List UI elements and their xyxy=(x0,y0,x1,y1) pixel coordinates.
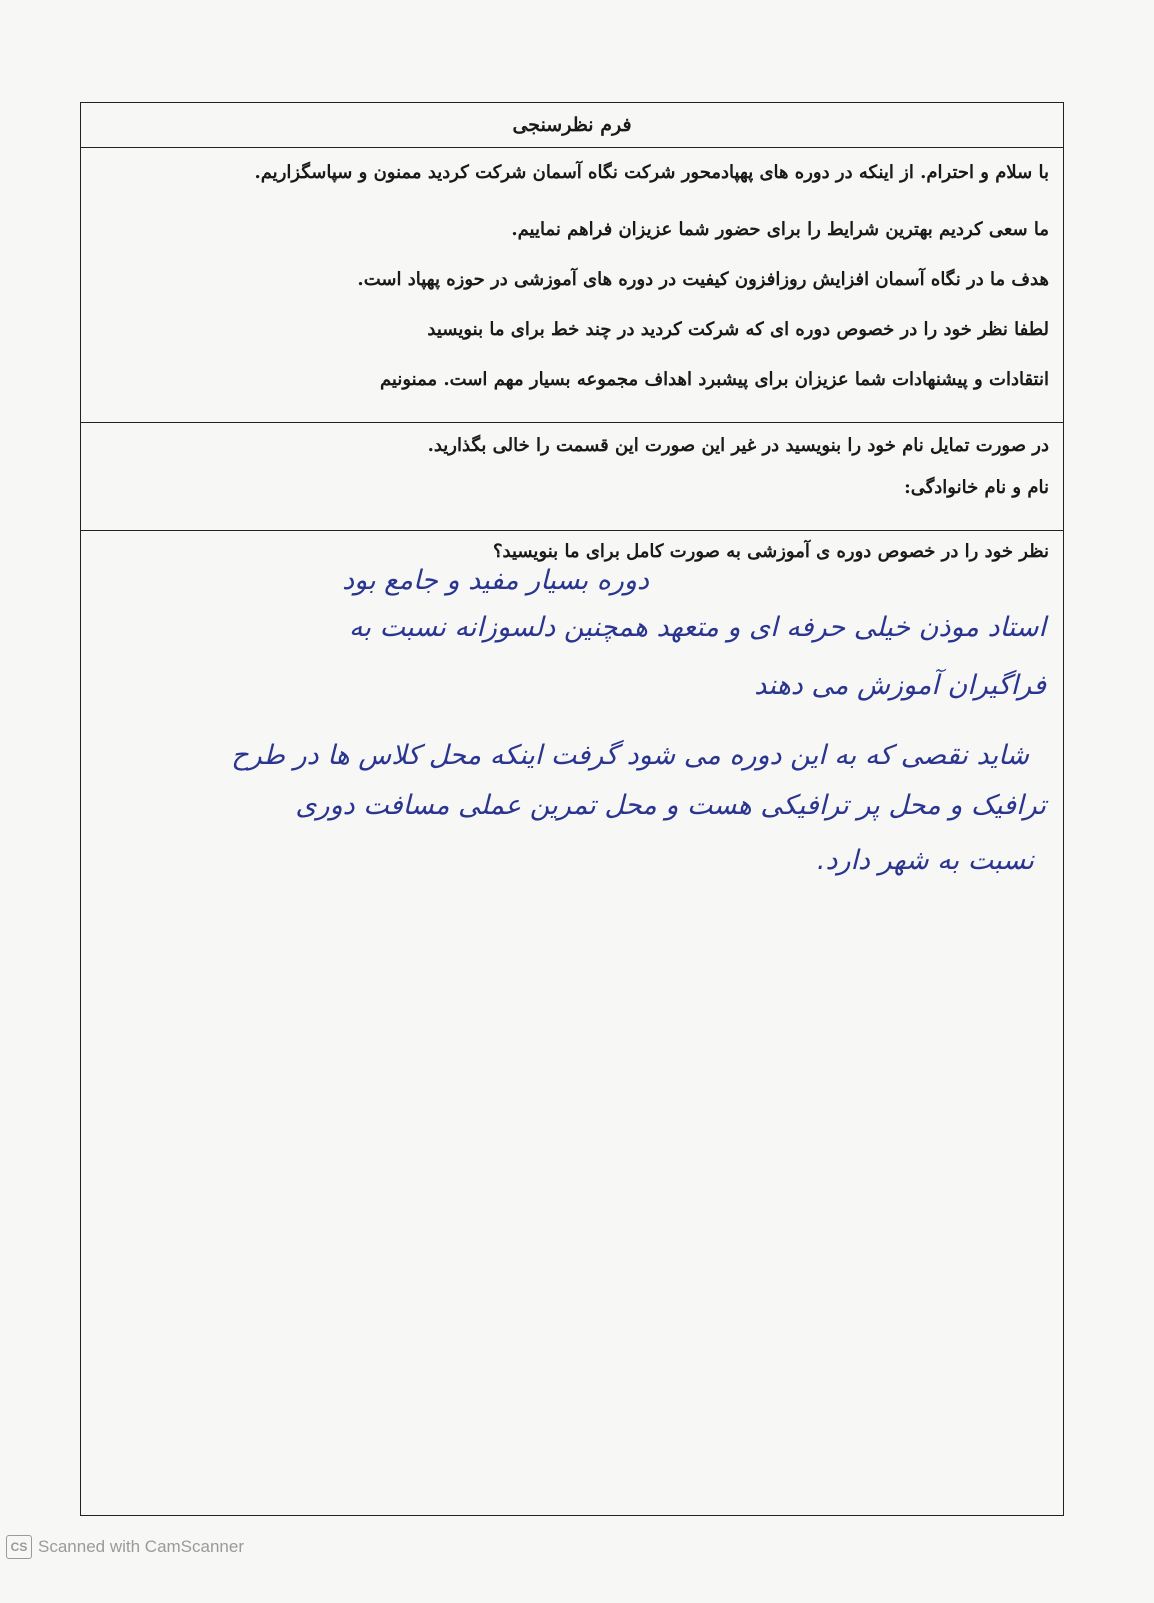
camscanner-watermark xyxy=(6,1535,244,1559)
handwritten-line-6: نسبت به شهر دارد. xyxy=(816,845,1034,876)
camscanner-logo-icon: CS xyxy=(6,1535,32,1559)
intro-line-5: انتقادات و پیشنهادات شما عزیزان برای پیشبرد اهداف مجموعه بسیار مهم است. ممنونیم xyxy=(379,369,1049,390)
intro-section xyxy=(81,148,1063,423)
name-section xyxy=(81,423,1063,531)
form-title-row xyxy=(81,103,1063,148)
handwritten-line-3: فراگیران آموزش می دهند xyxy=(754,670,1046,701)
handwritten-line-4: شاید نقصی که به این دوره می شود گرفت اینکه محل کلاس ها در طرح xyxy=(231,740,1029,771)
handwritten-line-1: دوره بسیار مفید و جامع بود xyxy=(342,565,649,596)
handwritten-line-5: ترافیک و محل پر ترافیکی هست و محل تمرین عملی مسافت دوری xyxy=(295,790,1046,821)
form-title: فرم نظرسنجی xyxy=(512,114,632,136)
comment-question: نظر خود را در خصوص دوره ی آموزشی به صورت کامل برای ما بنویسید؟ xyxy=(492,541,1049,562)
intro-line-3: هدف ما در نگاه آسمان افزایش روزافزون کیفیت در دوره های آموزشی در حوزه پهپاد است. xyxy=(357,269,1049,290)
comment-section xyxy=(81,531,1063,567)
camscanner-text: Scanned with CamScanner xyxy=(38,1537,245,1556)
intro-line-1: با سلام و احترام. از اینکه در دوره های پهپادمحور شرکت نگاه آسمان شرکت کردید ممنون و سپاسگزاریم. xyxy=(254,162,1049,183)
name-instruction: در صورت تمایل نام خود را بنویسید در غیر این صورت این قسمت را خالی بگذارید. xyxy=(427,435,1049,456)
intro-line-4: لطفا نظر خود را در خصوص دوره ای که شرکت کردید در چند خط برای ما بنویسید xyxy=(427,319,1049,340)
name-field-label[interactable]: نام و نام خانوادگی: xyxy=(904,477,1049,498)
intro-line-2: ما سعی کردیم بهترین شرایط را برای حضور شما عزیزان فراهم نماییم. xyxy=(511,219,1049,240)
handwritten-line-2: استاد موذن خیلی حرفه ای و متعهد همچنین دلسوزانه نسبت به xyxy=(349,612,1046,643)
